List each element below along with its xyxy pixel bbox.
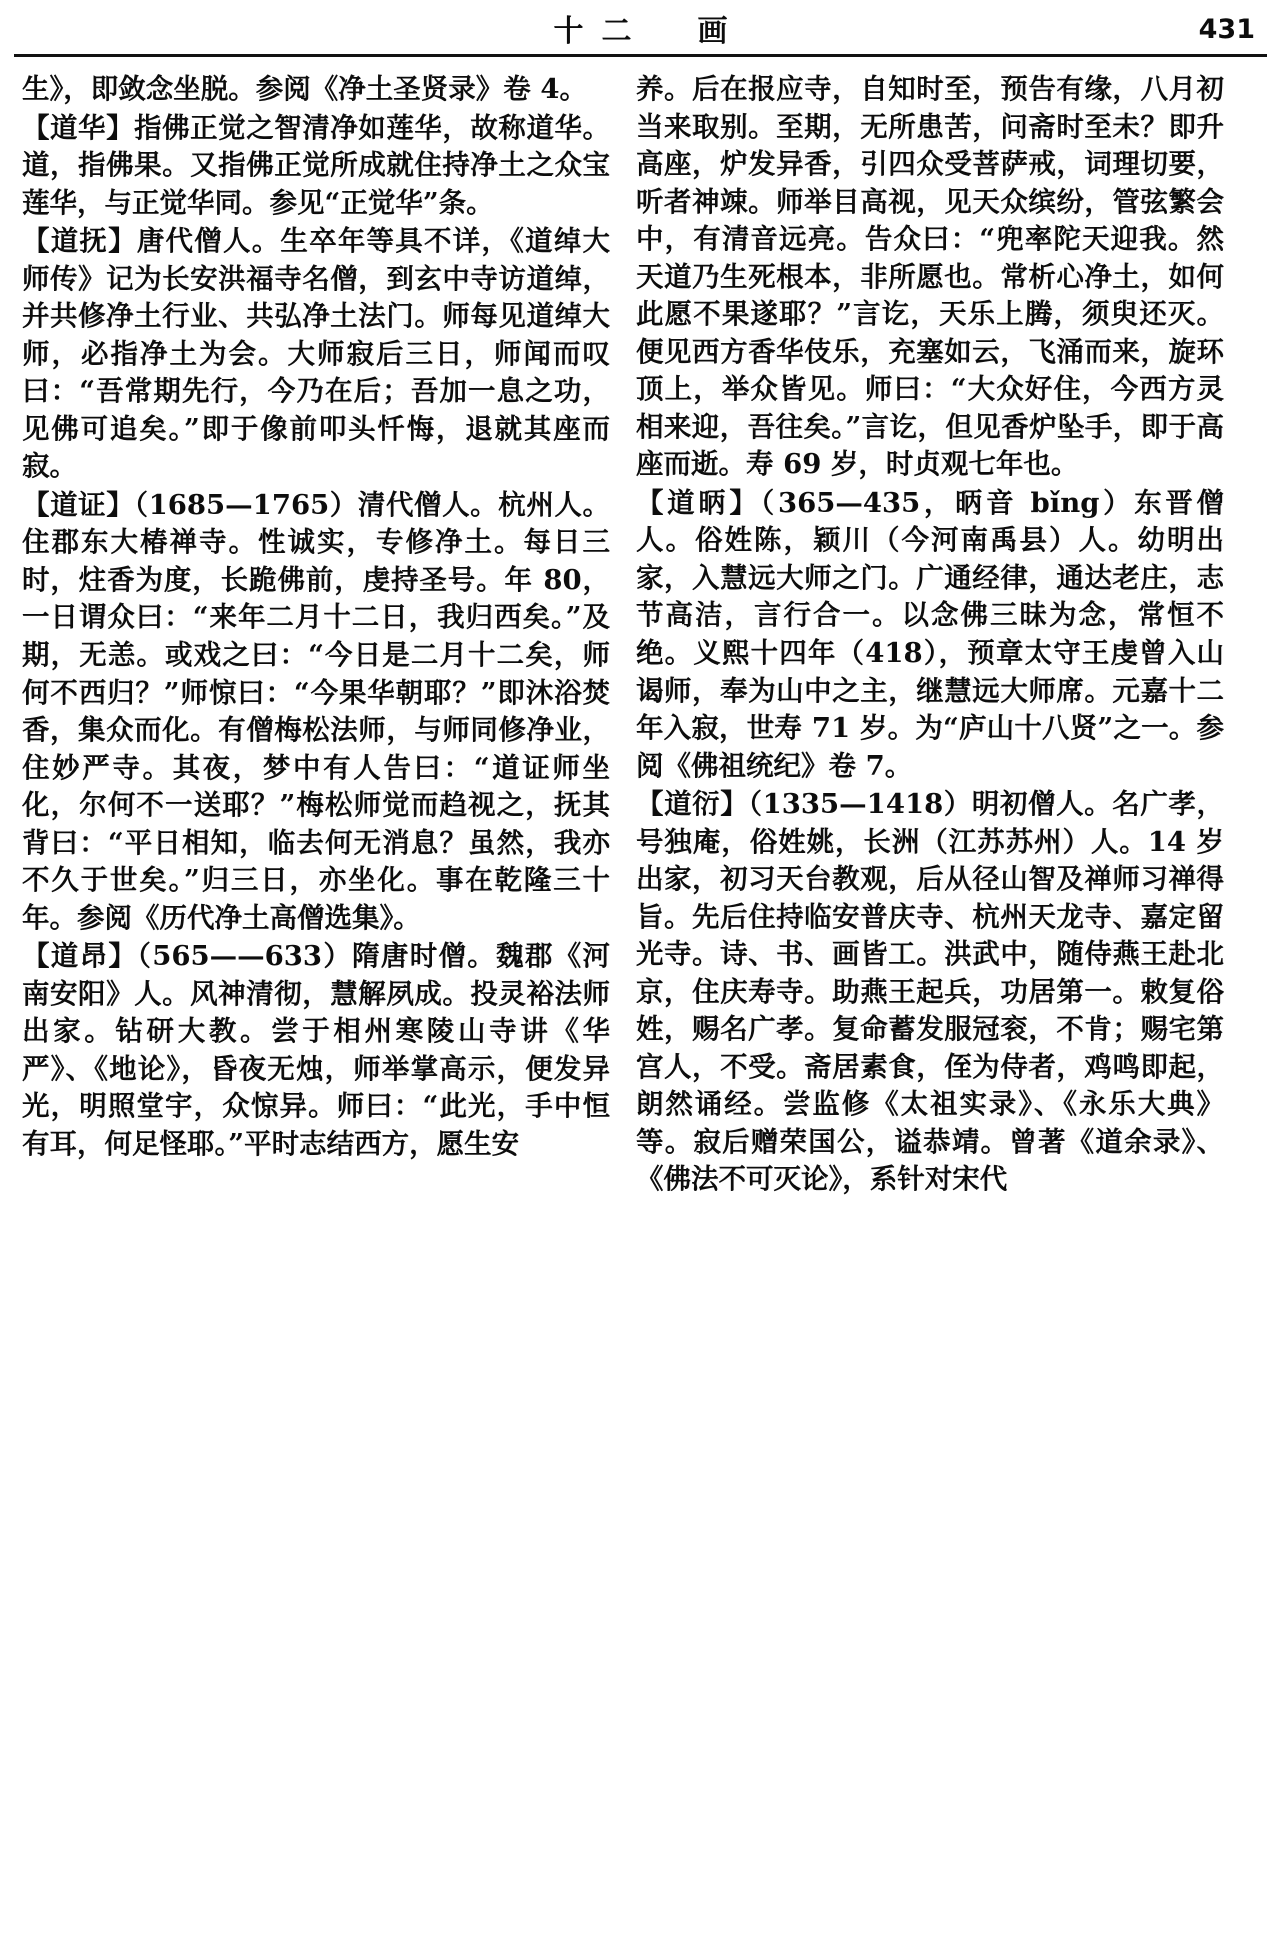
entry-daoyan: 【道衍】（1335—1418）明初僧人。名广孝，号独庵，俗姓姚，长洲（江苏苏州）人。14 岁出家，初习天台教观，后从径山智及禅师习禅得旨。先后住持临安普庆寺、杭州天龙寺、嘉定留光寺。诗、书、画皆工。洪武中，随侍燕王赴北京，住庆寿寺。助燕王起兵，功居第一。敕复俗姓，赐名广孝。复命蓄发服冠衮，不肯；赐宅第宫人，不受。斋居素食，侄为侍者，鸡鸣即起，朗然诵经。尝监修《太祖实录》、《永乐大典》等。寂后赠荣国公，谥恭靖。曾著《道余录》、《佛法不可灭论》，系针对宋代 — [636, 788, 1224, 1196]
entry-continuation: 生》，即敛念坐脱。参阅《净土圣贤录》卷 4。 — [22, 73, 587, 105]
page-number: 431 — [1198, 14, 1255, 45]
page-title: 十二 画 — [553, 14, 746, 49]
entry-daoang: 【道昂】（565——633）隋唐时僧。魏郡《河南安阳》人。风神清彻，慧解夙成。投灵裕法师出家。钻研大教。尝于相州寒陵山寺讲《华严》、《地论》，昏夜无烛，师举掌高示，便发异光，明照堂宇，众惊异。师曰：“此光，手中恒有耳，何足怪耶。”平时志结西方，愿生安 — [22, 940, 610, 1160]
right-column — [636, 71, 1224, 1937]
page-header — [0, 0, 1281, 54]
entry-daofu: 【道抚】唐代僧人。生卒年等具不详，《道绰大师传》记为长安洪福寺名僧，到玄中寺访道绰，并共修净土行业、共弘净土法门。师每见道绰大师，必指净土为会。大师寂后三日，师闻而叹曰：“吾常期先行，今乃在后；吾加一息之功，见佛可追矣。”即于像前叩头忏悔，退就其座而寂。 — [22, 225, 610, 483]
page-columns — [0, 57, 1281, 1937]
entry-daozheng: 【道证】（1685—1765）清代僧人。杭州人。住郡东大椿禅寺。性诚实，专修净土。每日三时，炷香为度，长跪佛前，虔持圣号。年 80，一日谓众曰：“来年二月十二日，我归西矣。”及期，无恙。或戏之曰：“今日是二月十二矣，师何不西归？”师惊曰：“今果华朝耶？”即沐浴焚香，集众而化。有僧梅松法师，与师同修净业，住妙严寺。其夜，梦中有人告曰：“道证师坐化，尔何不一送耶？”梅松师觉而趋视之，抚其背曰：“平日相知，临去何无消息？虽然，我亦不久于世矣。”归三日，亦坐化。事在乾隆三十年。参阅《历代净土高僧选集》。 — [22, 488, 610, 934]
entry-daohua: 【道华】指佛正觉之智清净如莲华，故称道华。道，指佛果。又指佛正觉所成就住持净土之众宝莲华，与正觉华同。参见“正觉华”条。 — [22, 111, 610, 219]
entry-daobing: 【道昞】（365—435，昞音 bǐng）东晋僧人。俗姓陈，颖川（今河南禹县）人。幼明出家，入慧远大师之门。广通经律，通达老庄，志节高洁，言行合一。以念佛三昧为念，常恒不绝。义熙十四年（418），预章太守王虔曾入山谒师，奉为山中之主，继慧远大师席。元嘉十二年入寂，世寿 71 岁。为“庐山十八贤”之一。参阅《佛祖统纪》卷 7。 — [636, 486, 1224, 782]
entry-daoang-continuation: 养。后在报应寺，自知时至，预告有缘，八月初当来取别。至期，无所患苦，问斋时至未？即升高座，炉发异香，引四众受菩萨戒，词理切要，听者神竦。师举目高视，见天众缤纷，管弦繁会中，有清音远亮。告众曰：“兜率陀天迎我。然天道乃生死根本，非所愿也。常析心净土，如何此愿不果遂耶？”言讫，天乐上腾，须臾还灭。便见西方香华伎乐，充塞如云，飞涌而来，旋环顶上，举众皆见。师曰：“大众好住，今西方灵相来迎，吾往矣。”言讫，但见香炉坠手，即于高座而逝。寿 69 岁，时贞观七年也。 — [636, 73, 1224, 481]
left-column — [22, 71, 610, 1937]
